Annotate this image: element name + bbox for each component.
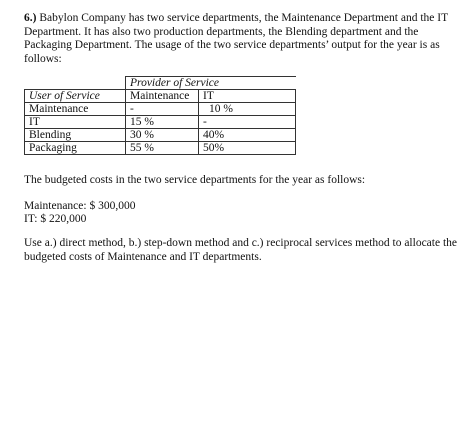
instruction-text: Use a.) direct method, b.) step-down method and c.) reciprocal services method to allocate the budgeted costs of Maintenance and IT departments. (24, 237, 458, 263)
row-it-value: 40% (199, 129, 296, 142)
row-user-label: Packaging (25, 142, 126, 155)
problem-intro-text: Babylon Company has two service departments, the Maintenance Department and the IT Department. It has also two production departments, the Blending department and the Packaging Department. The usage of the two service departments’ output for the year is as follows: (24, 12, 448, 65)
budget-intro: The budgeted costs in the two service departments for the year as follows: (24, 174, 366, 186)
table-row (25, 103, 296, 116)
user-of-service-heading: User of Service (25, 90, 126, 103)
budget-figures (24, 200, 460, 226)
table-header-row-columns (25, 90, 296, 103)
row-it-value: 50% (199, 142, 296, 155)
row-maintenance-value: 55 % (126, 142, 199, 155)
table-header-row-provider (25, 77, 296, 90)
it-budget: IT: $ 220,000 (24, 213, 87, 225)
row-user-label: IT (25, 116, 126, 129)
question-number: 6.) (24, 12, 37, 24)
row-it-value: - (199, 116, 296, 129)
row-user-label: Blending (25, 129, 126, 142)
table-row (25, 116, 296, 129)
table-row (25, 129, 296, 142)
row-maintenance-value: 15 % (126, 116, 199, 129)
row-it-value: 10 % (199, 103, 296, 116)
table-row (25, 142, 296, 155)
row-maintenance-value: 30 % (126, 129, 199, 142)
row-maintenance-value: - (126, 103, 199, 116)
column-heading-maintenance: Maintenance (126, 90, 199, 103)
service-usage-table (24, 76, 296, 155)
provider-of-service-heading: Provider of Service (126, 77, 296, 90)
problem-intro (24, 12, 460, 66)
maintenance-budget: Maintenance: $ 300,000 (24, 200, 136, 212)
column-heading-it: IT (199, 90, 296, 103)
row-user-label: Maintenance (25, 103, 126, 116)
